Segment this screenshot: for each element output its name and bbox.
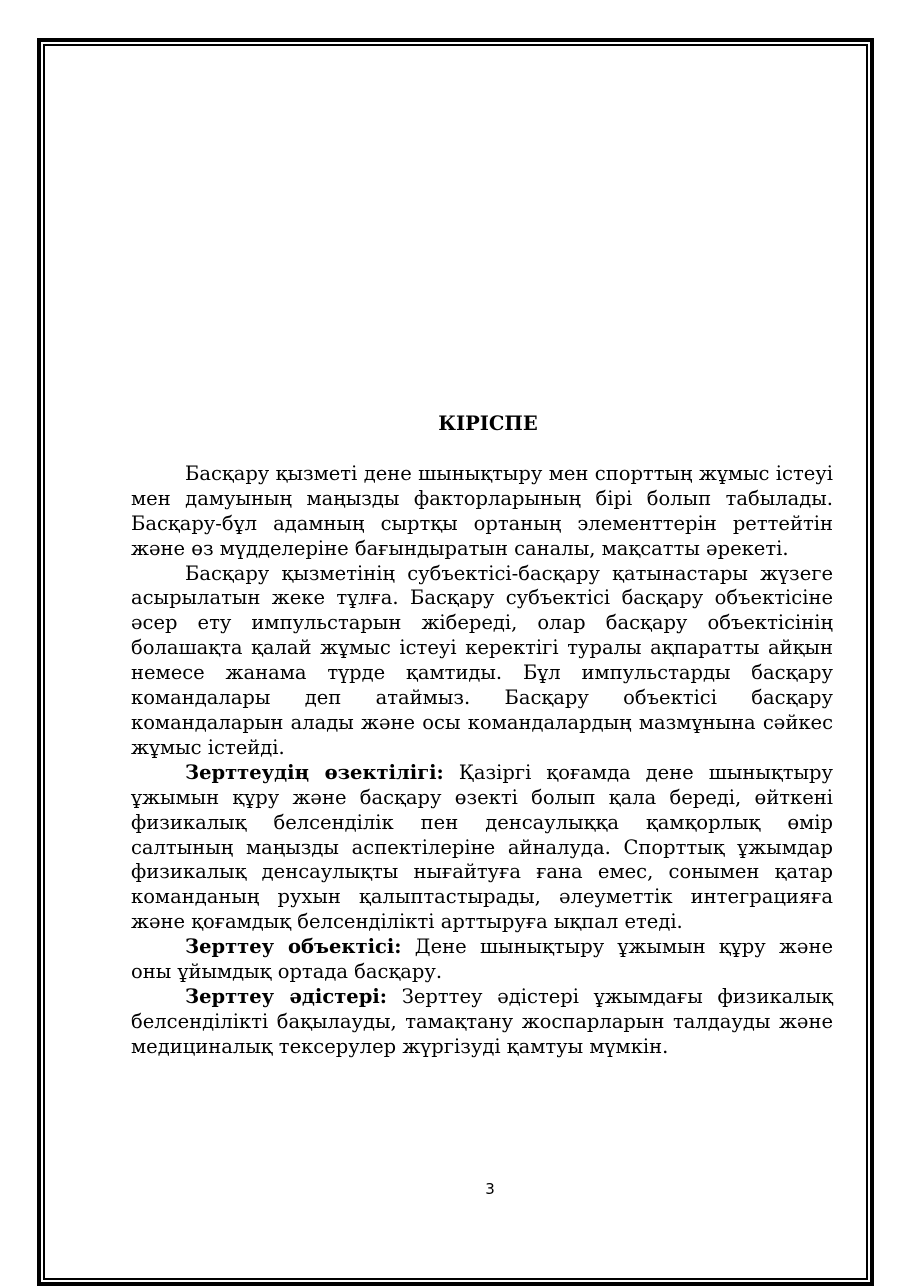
page-number: 3 (485, 1180, 495, 1198)
paragraph-2 (131, 562, 833, 761)
paragraph-2-text: Басқару қызметінің субъектісі-басқару қатынастары жүзеге асырылатын жеке тұлға. Басқару субъектісі басқару объектісіне әсер ету импульстарын жібереді, олар басқару объектісінің болашақта қалай жұмыс істеуі керектігі туралы ақпаратты айқын немесе жанама түрде қамтиды. Бұл импульстарды басқару командалары деп атаймыз. Басқару объектісі басқару командаларын алады және осы командалардың мазмұнына сәйкес жұмыс істейді. (131, 561, 833, 759)
paragraph-relevance-text: Қазіргі қоғамда дене шынықтыру ұжымын құру және басқару өзекті болып қала береді, өйткені физикалық белсенділік пен денсаулыққа қамқорлық өмір салтының маңызды аспектілеріне айналуда. Спорттық ұжымдар физикалық денсаулықты нығайтуға ғана емес, сонымен қатар команданың рухын қалыптастырады, әлеуметтік интеграцияға және қоғамдық белсенділікті арттыруға ықпал етеді. (131, 760, 834, 934)
paragraph-methods (131, 985, 833, 1060)
paragraph-object-text: Дене шынықтыру ұжымын құру және оны ұйымдық ортада басқару. (131, 935, 833, 984)
paragraph-1 (131, 462, 833, 562)
paragraph-object-lead: Зерттеу объектісі: (185, 935, 402, 959)
paragraph-1-text: Басқару қызметі дене шынықтыру мен спорттың жұмыс істеуі мен дамуының маңызды факторларының бірі болып табылады. Басқару-бұл адамның сыртқы ортаның элементтерін реттейтін және өз мүдделеріне бағындыратын саналы, мақсатты әрекеті. (131, 461, 833, 560)
paragraph-relevance-lead: Зерттеудің өзектілігі: (185, 760, 444, 784)
paragraph-methods-lead: Зерттеу әдістері: (185, 984, 387, 1008)
paragraph-relevance (131, 761, 833, 935)
document-body (131, 412, 833, 1060)
paragraph-methods-text: Зерттеу әдістері ұжымдағы физикалық белсенділікті бақылауды, тамақтану жоспарларын талдауды және медициналық тексерулер жүргізуді қамтуы мүмкін. (131, 984, 833, 1058)
paragraph-object (131, 935, 833, 985)
section-title: КІРІСПЕ (438, 412, 538, 435)
